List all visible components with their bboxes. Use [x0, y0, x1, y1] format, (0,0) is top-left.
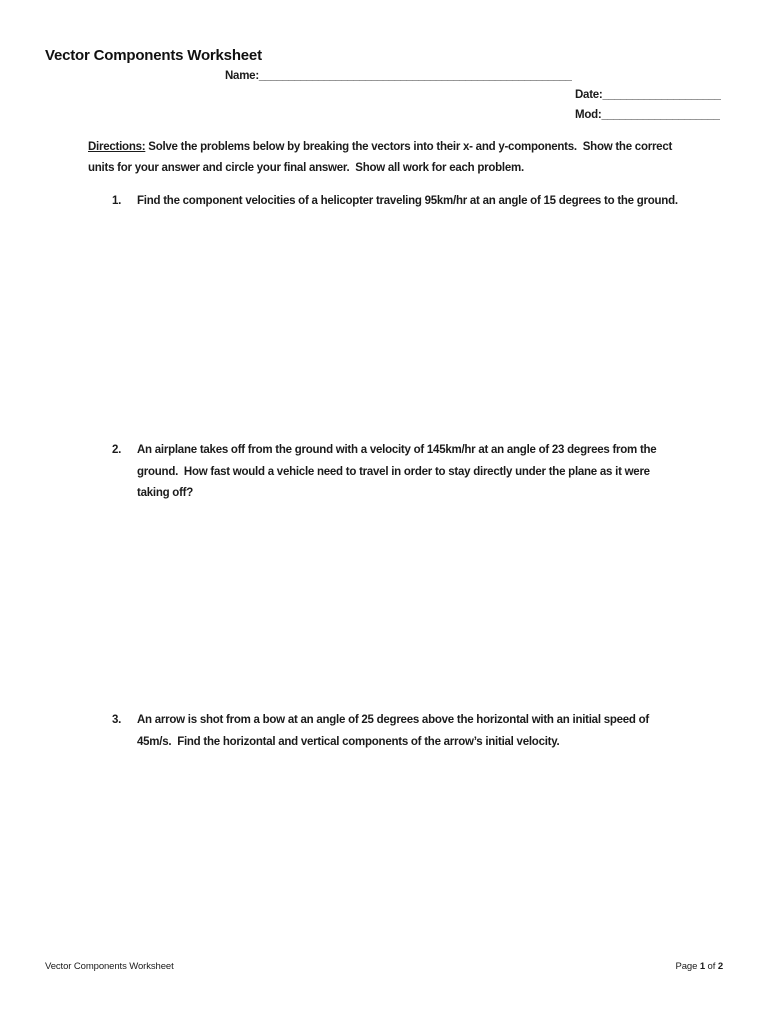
problem-3: [112, 710, 685, 753]
date-row: [575, 85, 720, 105]
date-blank-line: ____________________: [602, 89, 721, 101]
name-row: [225, 66, 571, 86]
name-blank-line: _____________________________________________________: [258, 70, 572, 82]
footer-page-word: Page: [675, 961, 700, 972]
problem-3-number: 3.: [112, 714, 122, 726]
problem-2-number: 2.: [112, 444, 122, 456]
date-label: Date:: [575, 89, 603, 101]
footer-of-word: of: [705, 961, 718, 972]
problem-3-text: An arrow is shot from a bow at an angle of 25 degrees above the horizontal with an initial speed of 45m/s. Find the horizontal and vertical components of the arrow’s initial velocity.: [137, 714, 652, 748]
footer-page-indicator: [675, 961, 723, 972]
name-label: Name:: [225, 70, 259, 82]
problem-2: [112, 440, 685, 505]
directions-text: Solve the problems below by breaking the vectors into their x- and y-components. Show the correct units for your answer and circle your final answer. Show all work for each problem.: [88, 141, 675, 174]
date-mod-block: [575, 85, 720, 125]
mod-label: Mod:: [575, 109, 602, 121]
mod-row: [575, 105, 720, 125]
page-title: Vector Components Worksheet: [45, 47, 262, 64]
problem-1: [112, 191, 685, 213]
problem-1-text: Find the component velocities of a helicopter traveling 95km/hr at an angle of 15 degrees to the ground.: [137, 195, 678, 207]
directions-paragraph: [88, 137, 682, 179]
mod-blank-line: ____________________: [601, 109, 720, 121]
directions-label: Directions:: [88, 141, 146, 153]
problem-2-text: An airplane takes off from the ground with a velocity of 145km/hr at an angle of 23 degrees from the ground. How fast would a vehicle need to travel in order to stay directly under the plane as it were taking off?: [137, 444, 660, 499]
footer-page-number: 1: [699, 961, 705, 972]
problem-1-number: 1.: [112, 195, 122, 207]
footer-page-total: 2: [717, 961, 723, 972]
footer-document-title: Vector Components Worksheet: [45, 961, 174, 972]
